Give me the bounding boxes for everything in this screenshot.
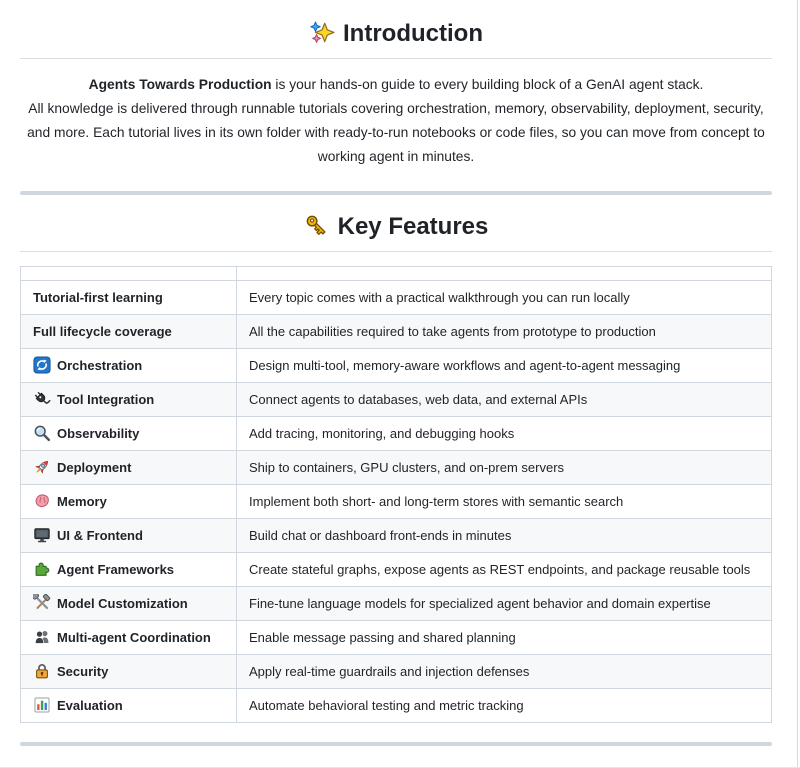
sync-arrows-icon	[33, 356, 51, 374]
intro-lead-bold: Agents Towards Production	[88, 77, 272, 92]
feature-label: Multi-agent Coordination	[57, 630, 211, 645]
introduction-heading	[20, 20, 772, 59]
bar-chart-icon	[33, 696, 51, 714]
feature-label: Evaluation	[57, 698, 123, 713]
table-row	[21, 689, 772, 723]
feature-description: Fine-tune language models for specialized agent behavior and domain expertise	[237, 587, 772, 621]
feature-label-cell	[21, 281, 237, 315]
feature-description: Add tracing, monitoring, and debugging hooks	[237, 417, 772, 451]
key-features-heading	[20, 213, 772, 252]
feature-description: Implement both short- and long-term stores with semantic search	[237, 485, 772, 519]
feature-label: Tool Integration	[57, 392, 155, 407]
feature-label-cell	[21, 383, 237, 417]
desktop-computer-icon	[33, 526, 51, 544]
key-icon	[304, 213, 330, 239]
table-row	[21, 655, 772, 689]
feature-label-cell	[21, 349, 237, 383]
intro-paragraph	[20, 73, 772, 169]
feature-label: Orchestration	[57, 358, 143, 373]
feature-description: Ship to containers, GPU clusters, and on-prem servers	[237, 451, 772, 485]
feature-label: UI & Frontend	[57, 528, 143, 543]
table-row	[21, 451, 772, 485]
feature-description: All the capabilities required to take agents from prototype to production	[237, 315, 772, 349]
feature-description: Design multi-tool, memory-aware workflows and agent-to-agent messaging	[237, 349, 772, 383]
people-silhouette-icon	[33, 628, 51, 646]
feature-label: Full lifecycle coverage	[33, 324, 172, 339]
feature-description: Automate behavioral testing and metric tracking	[237, 689, 772, 723]
feature-label: Agent Frameworks	[57, 562, 175, 577]
section-divider	[20, 191, 772, 195]
feature-label-cell	[21, 417, 237, 451]
section-divider-bottom	[20, 742, 772, 746]
feature-label-cell	[21, 553, 237, 587]
sparkles-icon	[309, 20, 335, 46]
table-row	[21, 587, 772, 621]
introduction-heading-text: Introduction	[343, 20, 483, 47]
feature-description: Every topic comes with a practical walkthrough you can run locally	[237, 281, 772, 315]
table-row	[21, 383, 772, 417]
table-row	[21, 315, 772, 349]
feature-label-cell	[21, 587, 237, 621]
magnifying-glass-icon	[33, 424, 51, 442]
table-header-row	[21, 267, 772, 281]
feature-label: Deployment	[57, 460, 132, 475]
feature-label: Security	[57, 664, 109, 679]
table-row	[21, 553, 772, 587]
hammer-wrench-icon	[33, 594, 51, 612]
table-header-description	[237, 267, 772, 281]
feature-label: Model Customization	[57, 596, 188, 611]
window-edge-right	[797, 0, 798, 768]
puzzle-piece-icon	[33, 560, 51, 578]
key-features-heading-text: Key Features	[337, 213, 489, 240]
feature-label: Tutorial-first learning	[33, 290, 163, 305]
lock-icon	[33, 662, 51, 680]
table-row	[21, 349, 772, 383]
table-row	[21, 485, 772, 519]
feature-description: Enable message passing and shared planning	[237, 621, 772, 655]
feature-label-cell	[21, 519, 237, 553]
rocket-icon	[33, 458, 51, 476]
table-row	[21, 519, 772, 553]
table-row	[21, 621, 772, 655]
table-row	[21, 417, 772, 451]
table-row	[21, 281, 772, 315]
feature-label: Observability	[57, 426, 140, 441]
feature-description: Connect agents to databases, web data, and external APIs	[237, 383, 772, 417]
feature-description: Apply real-time guardrails and injection defenses	[237, 655, 772, 689]
feature-label-cell	[21, 621, 237, 655]
key-features-table	[20, 266, 772, 723]
feature-label-cell	[21, 655, 237, 689]
feature-label-cell	[21, 689, 237, 723]
feature-label-cell	[21, 451, 237, 485]
feature-label-cell	[21, 315, 237, 349]
intro-body-text: All knowledge is delivered through runnable tutorials covering orchestration, memory, observability, deployment, security, and more. Each tutorial lives in its own folder with ready-to-run notebooks or code files, so you can move from concept to working agent in minutes.	[27, 101, 765, 164]
feature-description: Build chat or dashboard front-ends in minutes	[237, 519, 772, 553]
table-header-feature	[21, 267, 237, 281]
feature-label-cell	[21, 485, 237, 519]
feature-label: Memory	[57, 494, 107, 509]
feature-description: Create stateful graphs, expose agents as REST endpoints, and package reusable tools	[237, 553, 772, 587]
brain-icon	[33, 492, 51, 510]
plug-icon	[33, 390, 51, 408]
intro-lead-rest: is your hands-on guide to every building block of a GenAI agent stack.	[271, 77, 704, 92]
